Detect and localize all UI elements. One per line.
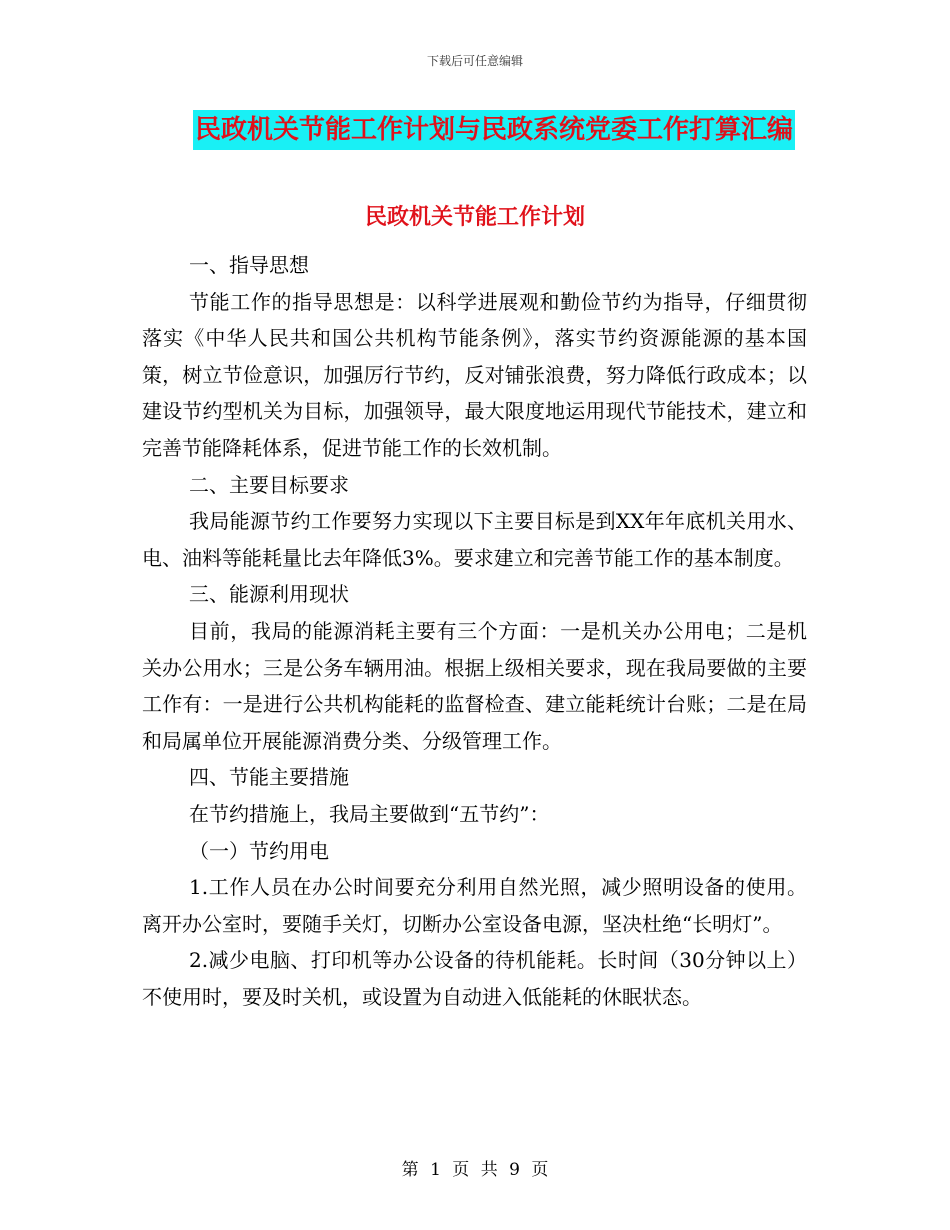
list-item-2: 2.减少电脑、打印机等办公设备的待机能耗。长时间（30分钟以上）不使用时，要及时关机，或设置为自动进入低能耗的休眠状态。: [142, 948, 807, 1009]
heading-measures: 四、节能主要措施: [189, 765, 349, 790]
paragraph-five-savings: 在节约措施上，我局主要做到“五节约”：: [189, 801, 550, 826]
paragraph-energy-status: 目前，我局的能源消耗主要有三个方面：一是机关办公用电；二是机关办公用水；三是公务车辆用油。根据上级相关要求，现在我局要做的主要工作有：一是进行公共机构能耗的监督检查、建立能耗统计台账；二是在局和局属单位开展能源消费分类、分级管理工作。: [142, 618, 807, 753]
document-body: [142, 247, 807, 1015]
heading-main-goals: 二、主要目标要求: [189, 472, 349, 497]
heading-guiding-ideology: 一、指导思想: [189, 253, 309, 277]
heading-energy-status: 三、能源利用现状: [189, 582, 349, 607]
page-footer: 第 1 页 共 9 页: [401, 1160, 549, 1180]
document-title: 民政机关节能工作计划与民政系统党委工作打算汇编: [193, 110, 795, 150]
list-item-1: 1.工作人员在办公时间要充分利用自然光照，减少照明设备的使用。离开办公室时，要随手关灯，切断办公室设备电源，坚决杜绝“长明灯”。: [142, 875, 807, 936]
paragraph-main-goals: 我局能源节约工作要努力实现以下主要目标是到XX年年底机关用水、电、油料等能耗量比去年降低3%。要求建立和完善节能工作的基本制度。: [142, 509, 807, 570]
section-title: 民政机关节能工作计划: [364, 205, 585, 230]
paragraph-guiding-ideology: 节能工作的指导思想是：以科学进展观和勤俭节约为指导，仔细贯彻落实《中华人民共和国公共机构节能条例》，落实节约资源能源的基本国策，树立节俭意识，加强厉行节约，反对铺张浪费，努力降低行政成本；以建设节约型机关为目标，加强领导，最大限度地运用现代节能技术，建立和完善节能降耗体系，促进节能工作的长效机制。: [142, 289, 807, 460]
subheading-save-electricity: （一）节约用电: [189, 838, 329, 863]
header-note: 下载后可任意编辑: [426, 54, 523, 68]
